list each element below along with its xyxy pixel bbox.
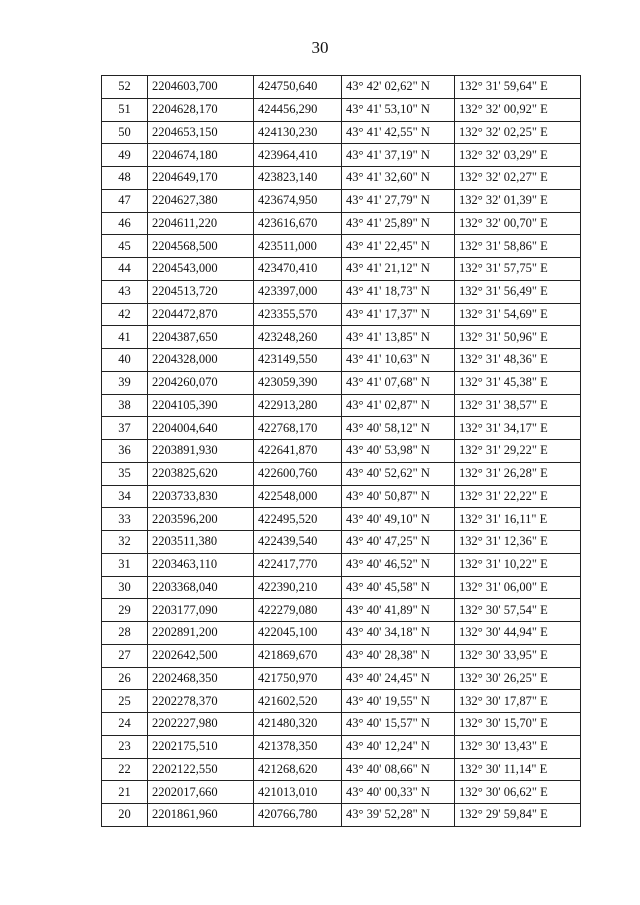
latitude-cell: 43° 40' 24,45" N [342,667,455,690]
x-coordinate-cell: 2204611,220 [148,212,254,235]
longitude-cell: 132° 31' 12,36" E [455,531,581,554]
longitude-cell: 132° 30' 26,25" E [455,667,581,690]
longitude-cell: 132° 31' 56,49" E [455,280,581,303]
latitude-cell: 43° 41' 18,73" N [342,280,455,303]
table-row [102,644,581,667]
x-coordinate-cell: 2203511,380 [148,531,254,554]
point-number-cell: 22 [102,758,148,781]
longitude-cell: 132° 31' 38,57" E [455,394,581,417]
table-row [102,235,581,258]
y-coordinate-cell: 423397,000 [254,280,342,303]
x-coordinate-cell: 2203825,620 [148,462,254,485]
latitude-cell: 43° 40' 08,66" N [342,758,455,781]
point-number-cell: 29 [102,599,148,622]
point-number-cell: 31 [102,553,148,576]
point-number-cell: 44 [102,258,148,281]
point-number-cell: 33 [102,508,148,531]
table-row [102,394,581,417]
x-coordinate-cell: 2204653,150 [148,121,254,144]
table-row [102,98,581,121]
x-coordinate-cell: 2204004,640 [148,417,254,440]
longitude-cell: 132° 31' 45,38" E [455,371,581,394]
table-row [102,371,581,394]
y-coordinate-cell: 421869,670 [254,644,342,667]
latitude-cell: 43° 41' 27,79" N [342,189,455,212]
x-coordinate-cell: 2202891,200 [148,622,254,645]
latitude-cell: 43° 41' 17,37" N [342,303,455,326]
y-coordinate-cell: 421602,520 [254,690,342,713]
longitude-cell: 132° 31' 22,22" E [455,485,581,508]
table-row [102,440,581,463]
latitude-cell: 43° 41' 37,19" N [342,144,455,167]
table-row [102,121,581,144]
latitude-cell: 43° 40' 12,24" N [342,735,455,758]
x-coordinate-cell: 2204628,170 [148,98,254,121]
x-coordinate-cell: 2204260,070 [148,371,254,394]
x-coordinate-cell: 2203463,110 [148,553,254,576]
longitude-cell: 132° 32' 02,27" E [455,167,581,190]
longitude-cell: 132° 31' 59,64" E [455,76,581,99]
longitude-cell: 132° 29' 59,84" E [455,804,581,827]
latitude-cell: 43° 41' 22,45" N [342,235,455,258]
y-coordinate-cell: 423355,570 [254,303,342,326]
x-coordinate-cell: 2202642,500 [148,644,254,667]
table-row [102,485,581,508]
point-number-cell: 47 [102,189,148,212]
y-coordinate-cell: 422045,100 [254,622,342,645]
point-number-cell: 32 [102,531,148,554]
latitude-cell: 43° 40' 00,33" N [342,781,455,804]
y-coordinate-cell: 423616,670 [254,212,342,235]
y-coordinate-cell: 424130,230 [254,121,342,144]
longitude-cell: 132° 31' 57,75" E [455,258,581,281]
table-row [102,462,581,485]
latitude-cell: 43° 39' 52,28" N [342,804,455,827]
latitude-cell: 43° 41' 21,12" N [342,258,455,281]
table-row [102,144,581,167]
latitude-cell: 43° 41' 32,60" N [342,167,455,190]
latitude-cell: 43° 42' 02,62" N [342,76,455,99]
x-coordinate-cell: 2202468,350 [148,667,254,690]
latitude-cell: 43° 40' 28,38" N [342,644,455,667]
longitude-cell: 132° 30' 17,87" E [455,690,581,713]
table-row [102,76,581,99]
longitude-cell: 132° 31' 48,36" E [455,349,581,372]
latitude-cell: 43° 40' 53,98" N [342,440,455,463]
y-coordinate-cell: 423248,260 [254,326,342,349]
latitude-cell: 43° 40' 52,62" N [342,462,455,485]
y-coordinate-cell: 420766,780 [254,804,342,827]
y-coordinate-cell: 423823,140 [254,167,342,190]
coordinates-table-body [102,76,581,827]
coordinates-table [101,75,581,827]
x-coordinate-cell: 2204105,390 [148,394,254,417]
longitude-cell: 132° 31' 26,28" E [455,462,581,485]
point-number-cell: 26 [102,667,148,690]
point-number-cell: 43 [102,280,148,303]
longitude-cell: 132° 31' 34,17" E [455,417,581,440]
x-coordinate-cell: 2201861,960 [148,804,254,827]
table-row [102,189,581,212]
table-row [102,531,581,554]
point-number-cell: 41 [102,326,148,349]
longitude-cell: 132° 31' 29,22" E [455,440,581,463]
point-number-cell: 36 [102,440,148,463]
longitude-cell: 132° 30' 57,54" E [455,599,581,622]
table-row [102,804,581,827]
point-number-cell: 24 [102,713,148,736]
point-number-cell: 46 [102,212,148,235]
y-coordinate-cell: 422495,520 [254,508,342,531]
longitude-cell: 132° 32' 03,29" E [455,144,581,167]
latitude-cell: 43° 41' 13,85" N [342,326,455,349]
point-number-cell: 23 [102,735,148,758]
point-number-cell: 35 [102,462,148,485]
table-row [102,303,581,326]
longitude-cell: 132° 31' 16,11" E [455,508,581,531]
longitude-cell: 132° 31' 06,00" E [455,576,581,599]
x-coordinate-cell: 2202227,980 [148,713,254,736]
x-coordinate-cell: 2204543,000 [148,258,254,281]
y-coordinate-cell: 421268,620 [254,758,342,781]
longitude-cell: 132° 32' 01,39" E [455,189,581,212]
point-number-cell: 52 [102,76,148,99]
longitude-cell: 132° 32' 00,92" E [455,98,581,121]
latitude-cell: 43° 40' 50,87" N [342,485,455,508]
x-coordinate-cell: 2204674,180 [148,144,254,167]
y-coordinate-cell: 422913,280 [254,394,342,417]
point-number-cell: 50 [102,121,148,144]
longitude-cell: 132° 30' 15,70" E [455,713,581,736]
y-coordinate-cell: 422768,170 [254,417,342,440]
y-coordinate-cell: 423149,550 [254,349,342,372]
x-coordinate-cell: 2204513,720 [148,280,254,303]
latitude-cell: 43° 40' 47,25" N [342,531,455,554]
longitude-cell: 132° 30' 44,94" E [455,622,581,645]
longitude-cell: 132° 31' 54,69" E [455,303,581,326]
table-row [102,280,581,303]
table-row [102,667,581,690]
y-coordinate-cell: 422548,000 [254,485,342,508]
point-number-cell: 48 [102,167,148,190]
page-number: 30 [311,38,329,57]
y-coordinate-cell: 421750,970 [254,667,342,690]
longitude-cell: 132° 30' 11,14" E [455,758,581,781]
y-coordinate-cell: 424456,290 [254,98,342,121]
table-row [102,212,581,235]
x-coordinate-cell: 2202017,660 [148,781,254,804]
y-coordinate-cell: 423470,410 [254,258,342,281]
latitude-cell: 43° 40' 15,57" N [342,713,455,736]
latitude-cell: 43° 41' 42,55" N [342,121,455,144]
table-row [102,417,581,440]
latitude-cell: 43° 41' 02,87" N [342,394,455,417]
latitude-cell: 43° 41' 10,63" N [342,349,455,372]
point-number-cell: 38 [102,394,148,417]
x-coordinate-cell: 2202175,510 [148,735,254,758]
table-row [102,758,581,781]
latitude-cell: 43° 40' 58,12" N [342,417,455,440]
table-row [102,622,581,645]
table-row [102,576,581,599]
point-number-cell: 39 [102,371,148,394]
point-number-cell: 34 [102,485,148,508]
latitude-cell: 43° 40' 49,10" N [342,508,455,531]
x-coordinate-cell: 2204568,500 [148,235,254,258]
y-coordinate-cell: 423674,950 [254,189,342,212]
table-row [102,508,581,531]
y-coordinate-cell: 422390,210 [254,576,342,599]
point-number-cell: 40 [102,349,148,372]
y-coordinate-cell: 421013,010 [254,781,342,804]
table-row [102,258,581,281]
x-coordinate-cell: 2204627,380 [148,189,254,212]
table-row [102,167,581,190]
latitude-cell: 43° 40' 46,52" N [342,553,455,576]
x-coordinate-cell: 2202122,550 [148,758,254,781]
y-coordinate-cell: 421378,350 [254,735,342,758]
longitude-cell: 132° 31' 10,22" E [455,553,581,576]
latitude-cell: 43° 41' 53,10" N [342,98,455,121]
table-row [102,781,581,804]
y-coordinate-cell: 422417,770 [254,553,342,576]
x-coordinate-cell: 2202278,370 [148,690,254,713]
table-row [102,599,581,622]
y-coordinate-cell: 423511,000 [254,235,342,258]
y-coordinate-cell: 422439,540 [254,531,342,554]
table-row [102,553,581,576]
longitude-cell: 132° 30' 33,95" E [455,644,581,667]
y-coordinate-cell: 424750,640 [254,76,342,99]
y-coordinate-cell: 422600,760 [254,462,342,485]
latitude-cell: 43° 40' 41,89" N [342,599,455,622]
latitude-cell: 43° 40' 34,18" N [342,622,455,645]
table-row [102,349,581,372]
y-coordinate-cell: 422641,870 [254,440,342,463]
point-number-cell: 37 [102,417,148,440]
point-number-cell: 27 [102,644,148,667]
longitude-cell: 132° 32' 00,70" E [455,212,581,235]
x-coordinate-cell: 2204603,700 [148,76,254,99]
point-number-cell: 21 [102,781,148,804]
longitude-cell: 132° 32' 02,25" E [455,121,581,144]
table-row [102,326,581,349]
x-coordinate-cell: 2203368,040 [148,576,254,599]
longitude-cell: 132° 30' 13,43" E [455,735,581,758]
y-coordinate-cell: 423059,390 [254,371,342,394]
longitude-cell: 132° 31' 58,86" E [455,235,581,258]
y-coordinate-cell: 423964,410 [254,144,342,167]
latitude-cell: 43° 40' 19,55" N [342,690,455,713]
x-coordinate-cell: 2204328,000 [148,349,254,372]
x-coordinate-cell: 2203733,830 [148,485,254,508]
point-number-cell: 30 [102,576,148,599]
point-number-cell: 28 [102,622,148,645]
x-coordinate-cell: 2204472,870 [148,303,254,326]
x-coordinate-cell: 2203891,930 [148,440,254,463]
point-number-cell: 20 [102,804,148,827]
longitude-cell: 132° 30' 06,62" E [455,781,581,804]
longitude-cell: 132° 31' 50,96" E [455,326,581,349]
table-row [102,690,581,713]
point-number-cell: 45 [102,235,148,258]
table-row [102,713,581,736]
point-number-cell: 49 [102,144,148,167]
point-number-cell: 42 [102,303,148,326]
table-row [102,735,581,758]
point-number-cell: 25 [102,690,148,713]
x-coordinate-cell: 2204649,170 [148,167,254,190]
x-coordinate-cell: 2203596,200 [148,508,254,531]
point-number-cell: 51 [102,98,148,121]
latitude-cell: 43° 41' 25,89" N [342,212,455,235]
latitude-cell: 43° 41' 07,68" N [342,371,455,394]
latitude-cell: 43° 40' 45,58" N [342,576,455,599]
y-coordinate-cell: 421480,320 [254,713,342,736]
x-coordinate-cell: 2203177,090 [148,599,254,622]
y-coordinate-cell: 422279,080 [254,599,342,622]
x-coordinate-cell: 2204387,650 [148,326,254,349]
